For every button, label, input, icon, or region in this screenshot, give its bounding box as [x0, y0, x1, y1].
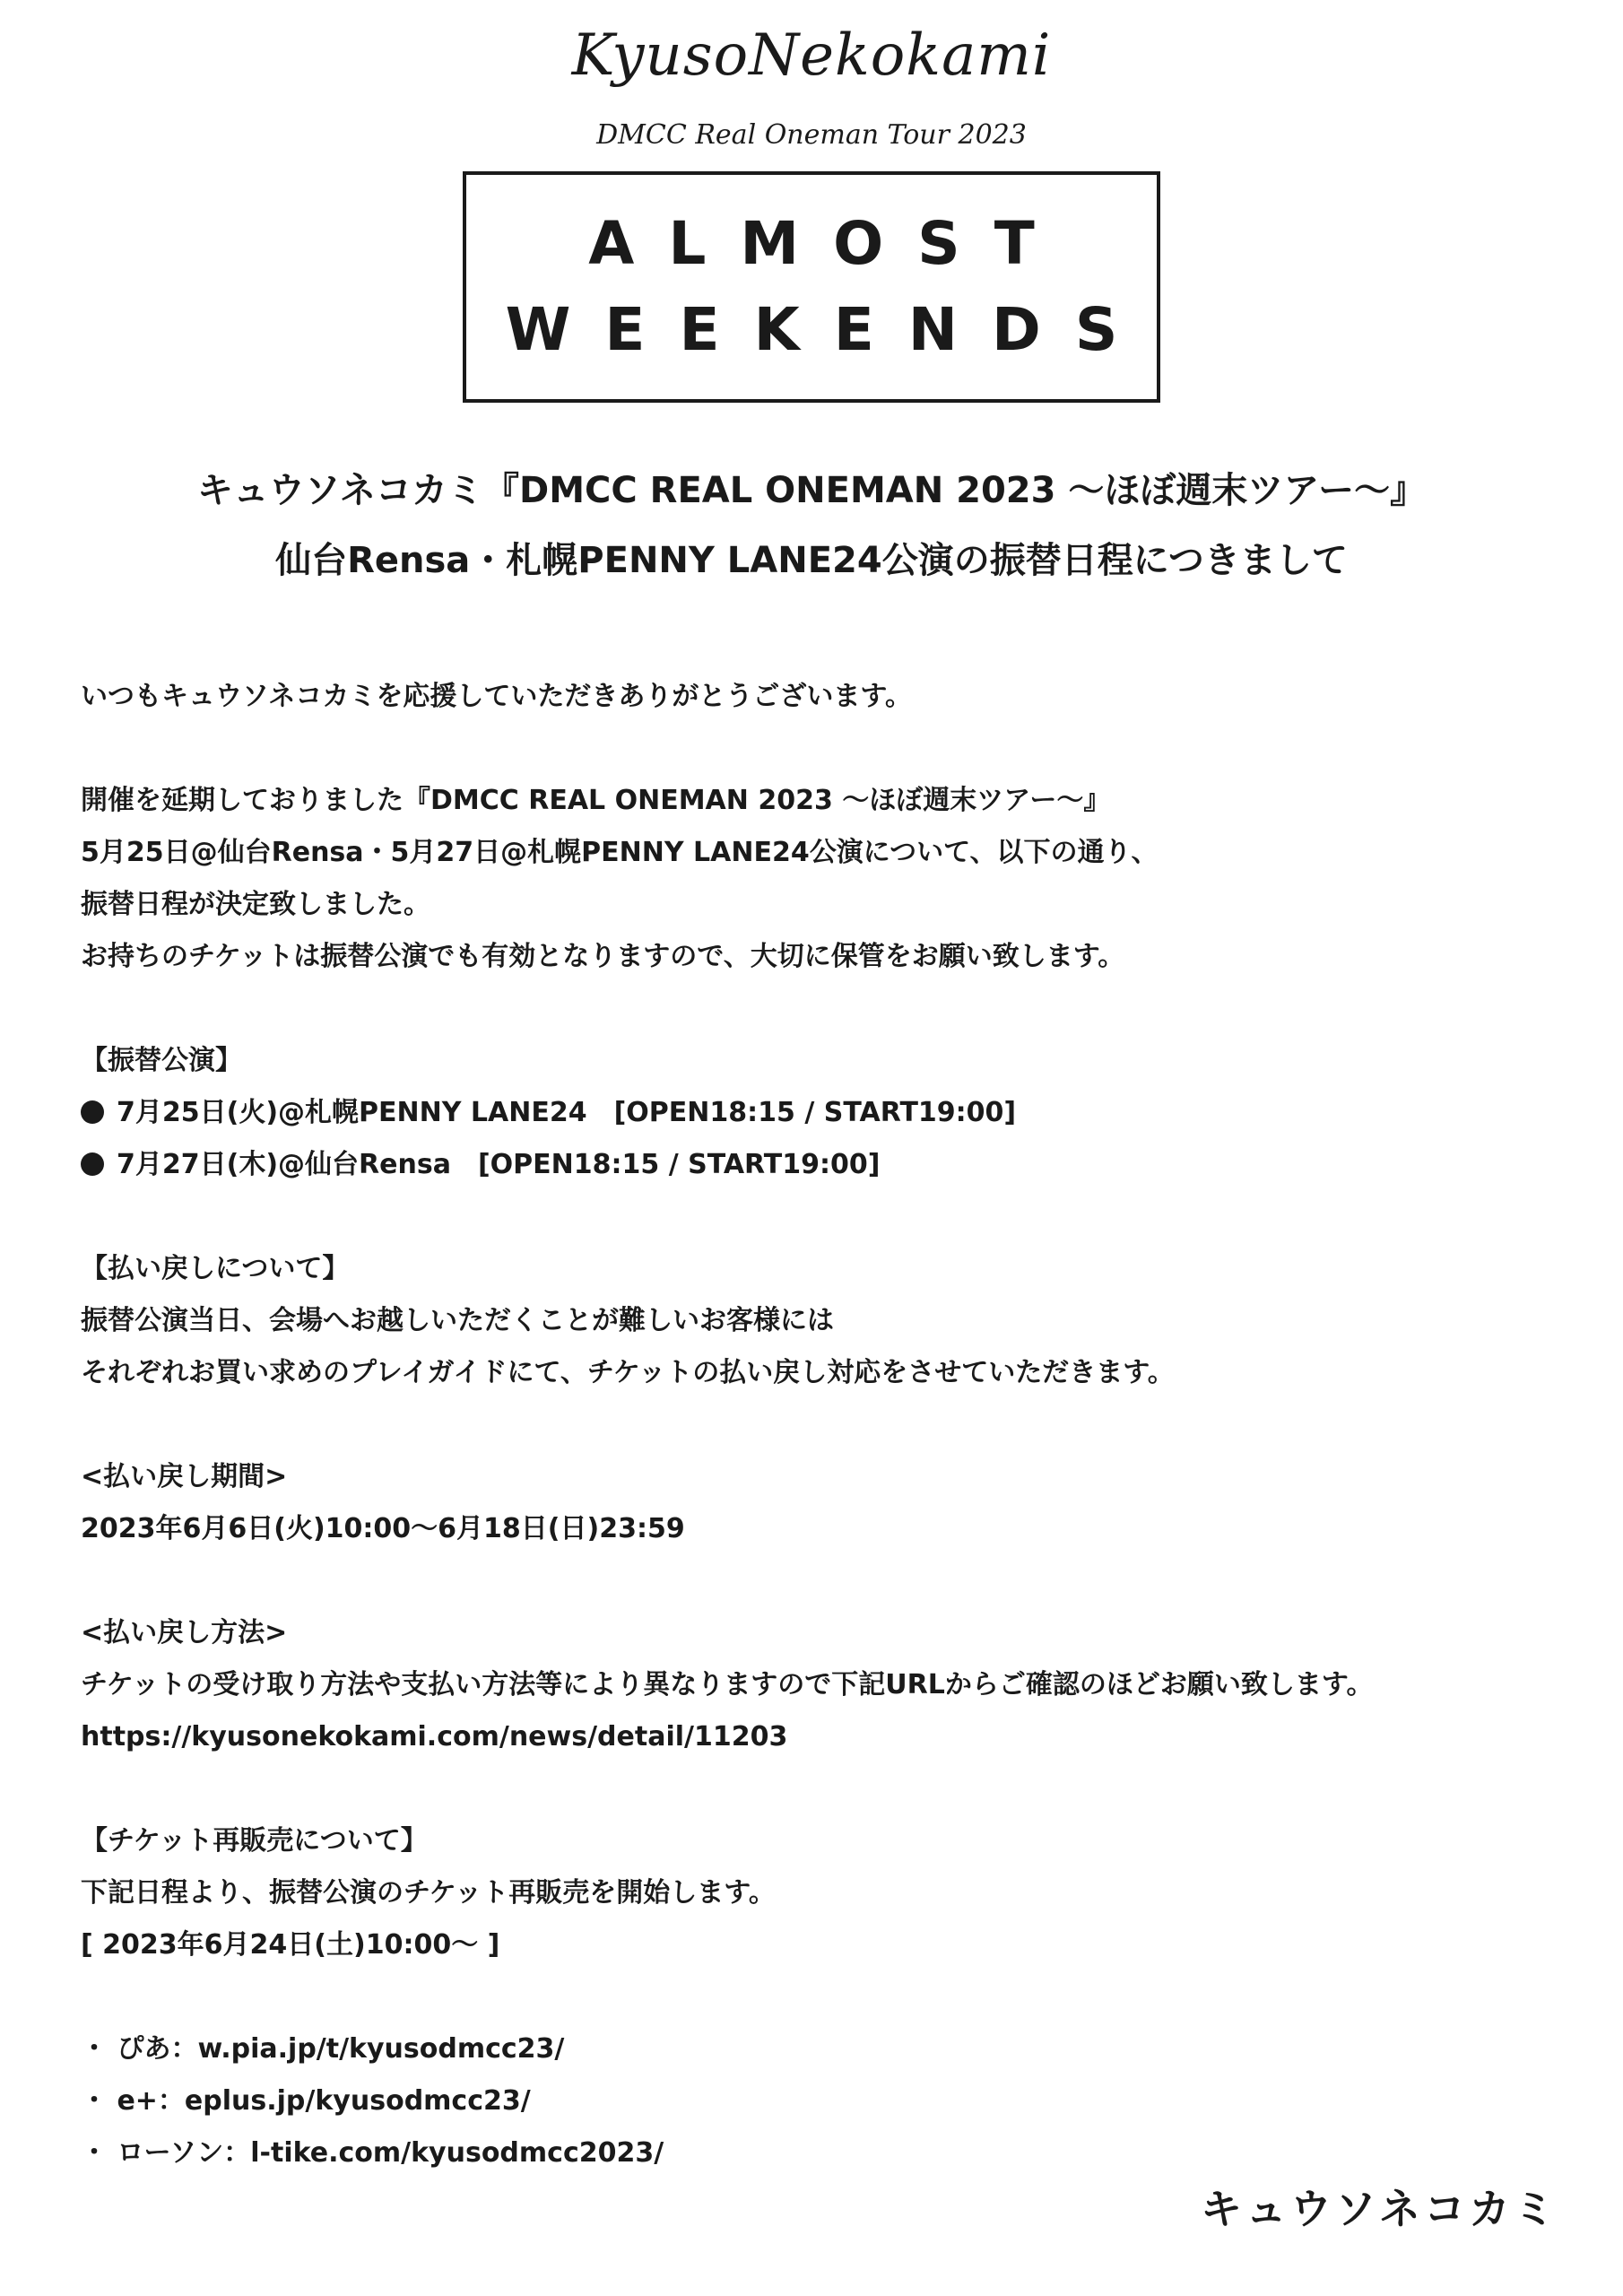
intro-line-4: お持ちのチケットは振替公演でも有効となりますので、大切に保管をお願い致します。 [81, 941, 1125, 972]
refund-line-1: 振替公演当日、会場へお越しいただくことが難しいお客様には [81, 1305, 834, 1336]
bullet-dot-icon [81, 1100, 104, 1124]
reschedule-item [81, 1139, 1587, 1191]
bullet-dot-icon [81, 1152, 104, 1176]
refund-method-text: チケットの受け取り方法や支払い方法等により異なりますので下記URLからご確認のほどお願い致します。 [81, 1669, 1374, 1700]
resale-date: [ 2023年6月24日(土)10:00〜 ] [81, 1929, 500, 1961]
reschedule-item-text: 7月25日(火)@札幌PENNY LANE24 [OPEN18:15 / START19:00] [117, 1097, 1017, 1128]
reschedule-item [81, 1087, 1587, 1139]
header [0, 22, 1623, 151]
tour-logo-line-2: WEEKENDS [505, 295, 1152, 364]
tour-logo-box [463, 171, 1160, 403]
refund-method-heading: <払い戻し方法> [81, 1617, 288, 1648]
signature: キュウソネコカミ [1200, 2185, 1558, 2233]
tour-script-subtitle: DMCC Real Oneman Tour 2023 [596, 119, 1027, 151]
resale-link-eplus: ・ e+：eplus.jp/kyusodmcc23/ [81, 2085, 531, 2117]
intro-line-1: 開催を延期しておりました『DMCC REAL ONEMAN 2023 〜ほぼ週末ツアー〜』 [81, 785, 1111, 816]
reschedule-heading: 【振替公演】 [81, 1045, 242, 1076]
refund-period-heading: <払い戻し期間> [81, 1461, 288, 1492]
refund-method-url: https://kyusonekokami.com/news/detail/11203 [81, 1721, 788, 1752]
refund-period-value: 2023年6月6日(火)10:00〜6月18日(日)23:59 [81, 1513, 685, 1544]
tour-logo-line-1: ALMOST [588, 209, 1069, 278]
headline-line-2: 仙台Rensa・札幌PENNY LANE24公演の振替日程につきまして [275, 540, 1348, 581]
intro-line-3: 振替日程が決定致しました。 [81, 889, 430, 920]
headline-line-1: キュウソネコカミ『DMCC REAL ONEMAN 2023 〜ほぼ週末ツアー〜』 [196, 470, 1427, 511]
notice-body [81, 671, 1587, 2179]
artist-script-logo: KyusoNekokami [571, 22, 1052, 89]
reschedule-item-text: 7月27日(木)@仙台Rensa [OPEN18:15 / START19:00] [117, 1149, 881, 1180]
resale-heading: 【チケット再販売について】 [81, 1825, 428, 1857]
refund-line-2: それぞれお買い求めのプレイガイドにて、チケットの払い戻し対応をさせていただきます。 [81, 1357, 1175, 1388]
resale-text: 下記日程より、振替公演のチケット再販売を開始します。 [81, 1877, 776, 1909]
resale-link-pia: ・ ぴあ：w.pia.jp/t/kyusodmcc23/ [81, 2033, 565, 2065]
intro-line-2: 5月25日@仙台Rensa・5月27日@札幌PENNY LANE24公演について、以下の通り、 [81, 837, 1159, 868]
refund-heading: 【払い戻しについて】 [81, 1253, 350, 1284]
resale-link-lawson: ・ ローソン：l-tike.com/kyusodmcc2023/ [81, 2137, 664, 2169]
greeting: いつもキュウソネコカミを応援していただきありがとうございます。 [81, 681, 912, 712]
notice-headline [0, 456, 1623, 596]
